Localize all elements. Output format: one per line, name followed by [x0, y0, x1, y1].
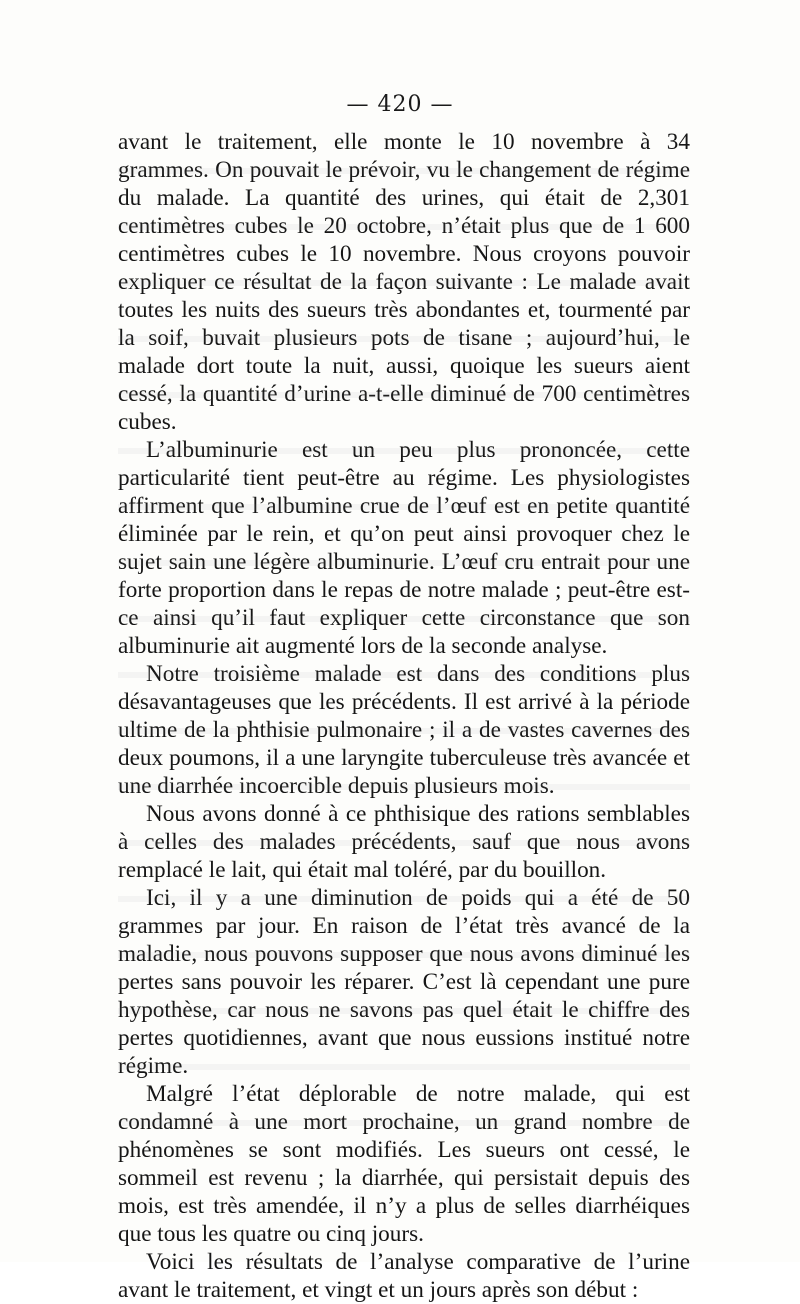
paragraph-7: Voici les résultats de l’analyse comparative de l’urine avant le traitement, et vingt et un jours après son début : — [118, 1249, 690, 1303]
paragraph-4: Nous avons donné à ce phthisique des rations semblables à celles des malades précédents, sauf que nous avons remplacé le lait, qui était mal toléré, par du bouillon. — [118, 801, 690, 883]
paragraph-3: Notre troisième malade est dans des conditions plus désavantageuses que les précédents. Il est arrivé à la période ultime de la phthisie pulmonaire ; il a de vastes cavernes des deux poumons, il a une laryngite tuberculeuse très avancée et une diarrhée incoercible depuis plusieurs mois. — [118, 661, 690, 799]
paragraph-6: Malgré l’état déplorable de notre malade, qui est condamné à une mort prochaine, un grand nombre de phénomènes se sont modifiés. Les sueurs ont cessé, le sommeil est revenu ; la diarrhée, qui persistait depuis des mois, est très amendée, il n’y a plus de selles diarrhéiques que tous les quatre ou cinq jours. — [118, 1081, 690, 1247]
paragraph-2: L’albuminurie est un peu plus prononcée, cette particularité tient peut-être au régime. Les physiologistes affirment que l’albumine crue de l’œuf est en petite quantité éliminée par le rein, et qu’on peut ainsi provoquer chez le sujet sain une légère albuminurie. L’œuf cru entrait pour une forte proportion dans le repas de notre malade ; peut-être est-ce ainsi qu’il faut expliquer cette circonstance que son albuminurie ait augmenté lors de la seconde analyse. — [118, 437, 690, 659]
paragraph-1: avant le traitement, elle monte le 10 novembre à 34 grammes. On pouvait le prévoir, vu le changement de régime du malade. La quantité des urines, qui était de 2,301 centimètres cubes le 20 octobre, n’était plus que de 1 600 centimètres cubes le 10 novembre. Nous croyons pouvoir expliquer ce résultat de la façon suivante : Le malade avait toutes les nuits des sueurs très abondantes et, tourmenté par la soif, buvait plusieurs pots de tisane ; aujourd’hui, le malade dort toute la nuit, aussi, quoique les sueurs aient cessé, la quantité d’urine a-t-elle diminué de 700 centimètres cubes. — [118, 129, 690, 435]
page-number: — 420 — — [346, 92, 454, 117]
paragraph-5: Ici, il y a une diminution de poids qui a été de 50 grammes par jour. En raison de l’état très avancé de la maladie, nous pouvons supposer que nous avons diminué les pertes sans pouvoir les réparer. C’est là cependant une pure hypothèse, car nous ne savons pas quel était le chiffre des pertes quotidiennes, avant que nous eussions institué notre régime. — [118, 885, 690, 1079]
body-text — [118, 128, 690, 1304]
